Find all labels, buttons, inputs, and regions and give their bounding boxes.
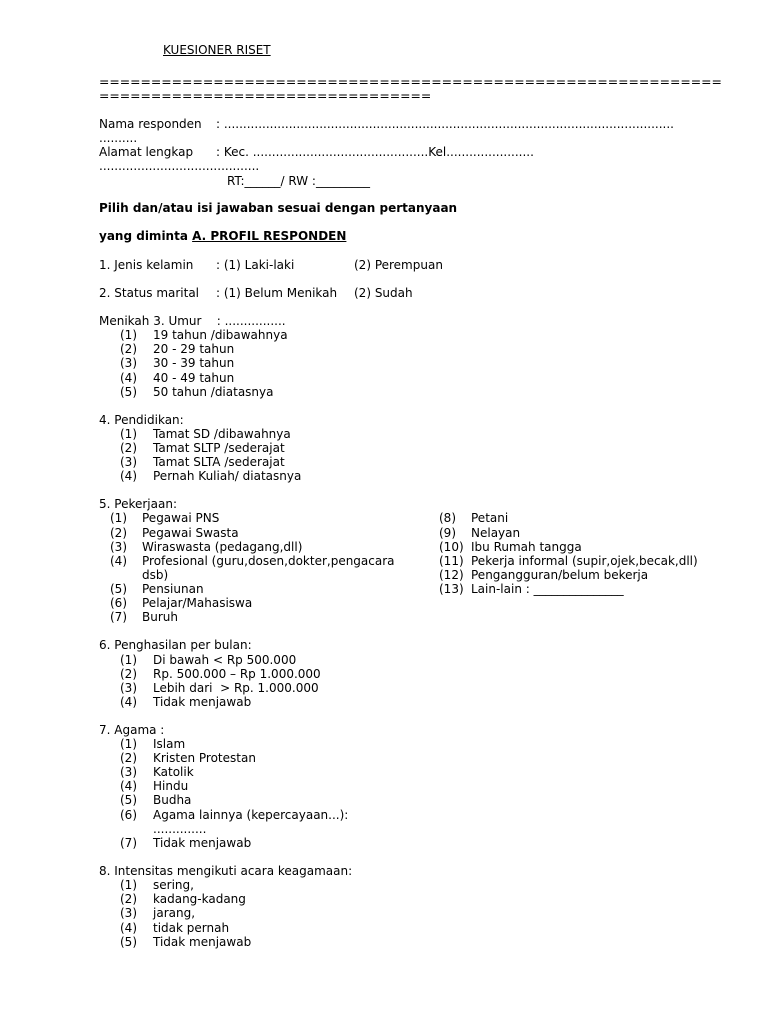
q8-opt-num: (4): [120, 921, 137, 935]
q5-opt-text: Profesional (guru,dosen,dokter,pengacara: [142, 554, 395, 568]
q7-opt-text: Hindu: [153, 779, 189, 793]
q7-opt-text: Kristen Protestan: [153, 751, 256, 765]
q7-opt-num: (1): [120, 737, 137, 751]
q8-opt-text: kadang-kadang: [153, 892, 246, 906]
q1-option-1: : (1) Laki-laki: [216, 258, 295, 272]
q2-option-1: : (1) Belum Menikah: [216, 286, 338, 300]
q7-opt-num: (6): [120, 808, 137, 822]
document-title: KUESIONER RISET: [163, 43, 271, 57]
q3-opt-text: 30 - 39 tahun: [153, 356, 235, 370]
q3-label: Menikah 3. Umur : ................: [99, 314, 286, 328]
q7-opt-text: Islam: [153, 737, 186, 751]
q5-opt-num: (6): [110, 596, 127, 610]
q6-opt-num: (3): [120, 681, 137, 695]
alamat-value: : Kec. ..............................................Kel.......................: [216, 145, 534, 159]
q3-opt-num: (5): [120, 385, 137, 399]
q4-opt-text: Tamat SLTP /sederajat: [153, 441, 285, 455]
instruction-prefix: yang diminta: [99, 229, 193, 243]
q5-opt-num: (9): [439, 526, 456, 540]
q3-opt-num: (4): [120, 371, 137, 385]
q5-opt-num: (5): [110, 582, 127, 596]
q5-opt-num: (10): [439, 540, 464, 554]
q5-opt-text: Petani: [471, 511, 509, 525]
alamat-continuation: ..........................................: [99, 159, 260, 173]
q4-opt-num: (2): [120, 441, 137, 455]
q2-option-2: (2) Sudah: [354, 286, 413, 300]
q6-opt-text: Di bawah < Rp 500.000: [153, 653, 297, 667]
q4-opt-num: (1): [120, 427, 137, 441]
q7-opt-text: ..............: [153, 822, 207, 836]
q7-opt-num: (4): [120, 779, 137, 793]
q3-opt-text: 20 - 29 tahun: [153, 342, 235, 356]
q8-opt-text: tidak pernah: [153, 921, 230, 935]
q7-opt-text: Tidak menjawab: [153, 836, 252, 850]
q7-opt-num: (5): [120, 793, 137, 807]
q4-opt-text: Tamat SD /dibawahnya: [153, 427, 291, 441]
q5-opt-text: Nelayan: [471, 526, 521, 540]
q5-opt-text: Buruh: [142, 610, 178, 624]
q8-opt-num: (3): [120, 906, 137, 920]
q5-opt-text: Pegawai Swasta: [142, 526, 239, 540]
q6-opt-text: Tidak menjawab: [153, 695, 252, 709]
q4-opt-num: (4): [120, 469, 137, 483]
q3-opt-text: 50 tahun /diatasnya: [153, 385, 274, 399]
q5-opt-text: Lain-lain : _______________: [471, 582, 624, 596]
q7-label: 7. Agama :: [99, 723, 165, 737]
rule-line-2: ================================: [99, 88, 432, 103]
q7-opt-num: (2): [120, 751, 137, 765]
q5-opt-num: (8): [439, 511, 456, 525]
q7-opt-text: Budha: [153, 793, 192, 807]
q5-opt-text: Pengangguran/belum bekerja: [471, 568, 649, 582]
q7-opt-text: Katolik: [153, 765, 194, 779]
q8-opt-num: (2): [120, 892, 137, 906]
q3-opt-num: (1): [120, 328, 137, 342]
q3-opt-num: (2): [120, 342, 137, 356]
instruction-line-1: Pilih dan/atau isi jawaban sesuai dengan pertanyaan: [99, 201, 458, 215]
q8-opt-num: (5): [120, 935, 137, 949]
q8-opt-num: (1): [120, 878, 137, 892]
q5-opt-text: Wiraswasta (pedagang,dll): [142, 540, 303, 554]
q8-opt-text: jarang,: [153, 906, 196, 920]
q5-label: 5. Pekerjaan:: [99, 497, 177, 511]
q8-opt-text: Tidak menjawab: [153, 935, 252, 949]
q5-opt-text: dsb): [142, 568, 169, 582]
q5-opt-num: (3): [110, 540, 127, 554]
q4-opt-text: Pernah Kuliah/ diatasnya: [153, 469, 302, 483]
q5-opt-num: (1): [110, 511, 127, 525]
q4-opt-text: Tamat SLTA /sederajat: [153, 455, 285, 469]
q7-opt-text: Agama lainnya (kepercayaan...):: [153, 808, 349, 822]
q5-opt-text: Pegawai PNS: [142, 511, 220, 525]
rule-line-1: ============================================================: [99, 74, 722, 89]
q5-opt-text: Pekerja informal (supir,ojek,becak,dll): [471, 554, 698, 568]
q6-label: 6. Penghasilan per bulan:: [99, 638, 252, 652]
alamat-label: Alamat lengkap: [99, 145, 194, 159]
q8-opt-text: sering,: [153, 878, 194, 892]
q6-opt-num: (2): [120, 667, 137, 681]
q3-opt-num: (3): [120, 356, 137, 370]
q8-label: 8. Intensitas mengikuti acara keagamaan:: [99, 864, 353, 878]
instruction-line-2: [99, 229, 346, 243]
q5-opt-num: (7): [110, 610, 127, 624]
q1-option-2: (2) Perempuan: [354, 258, 443, 272]
q5-opt-text: Ibu Rumah tangga: [471, 540, 582, 554]
q5-opt-num: (13): [439, 582, 464, 596]
q4-label: 4. Pendidikan:: [99, 413, 184, 427]
q3-opt-text: 40 - 49 tahun: [153, 371, 235, 385]
q5-opt-num: (11): [439, 554, 464, 568]
q4-opt-num: (3): [120, 455, 137, 469]
q7-opt-num: (7): [120, 836, 137, 850]
nama-label: Nama responden: [99, 117, 202, 131]
q6-opt-num: (1): [120, 653, 137, 667]
nama-value: : ......................................................................................................................: [216, 117, 674, 131]
q5-opt-num: (2): [110, 526, 127, 540]
nama-continuation: ..........: [99, 131, 138, 145]
rt-rw-field: RT:______/ RW :_________: [227, 174, 370, 188]
q1-label: 1. Jenis kelamin: [99, 258, 194, 272]
q5-opt-text: Pensiunan: [142, 582, 204, 596]
q3-opt-text: 19 tahun /dibawahnya: [153, 328, 288, 342]
q7-opt-num: (3): [120, 765, 137, 779]
q2-label: 2. Status marital: [99, 286, 200, 300]
q5-opt-num: (12): [439, 568, 464, 582]
q5-opt-text: Pelajar/Mahasiswa: [142, 596, 253, 610]
section-a-heading: A. PROFIL RESPONDEN: [192, 229, 347, 243]
q6-opt-num: (4): [120, 695, 137, 709]
q6-opt-text: Rp. 500.000 – Rp 1.000.000: [153, 667, 321, 681]
q6-opt-text: Lebih dari > Rp. 1.000.000: [153, 681, 319, 695]
q5-opt-num: (4): [110, 554, 127, 568]
